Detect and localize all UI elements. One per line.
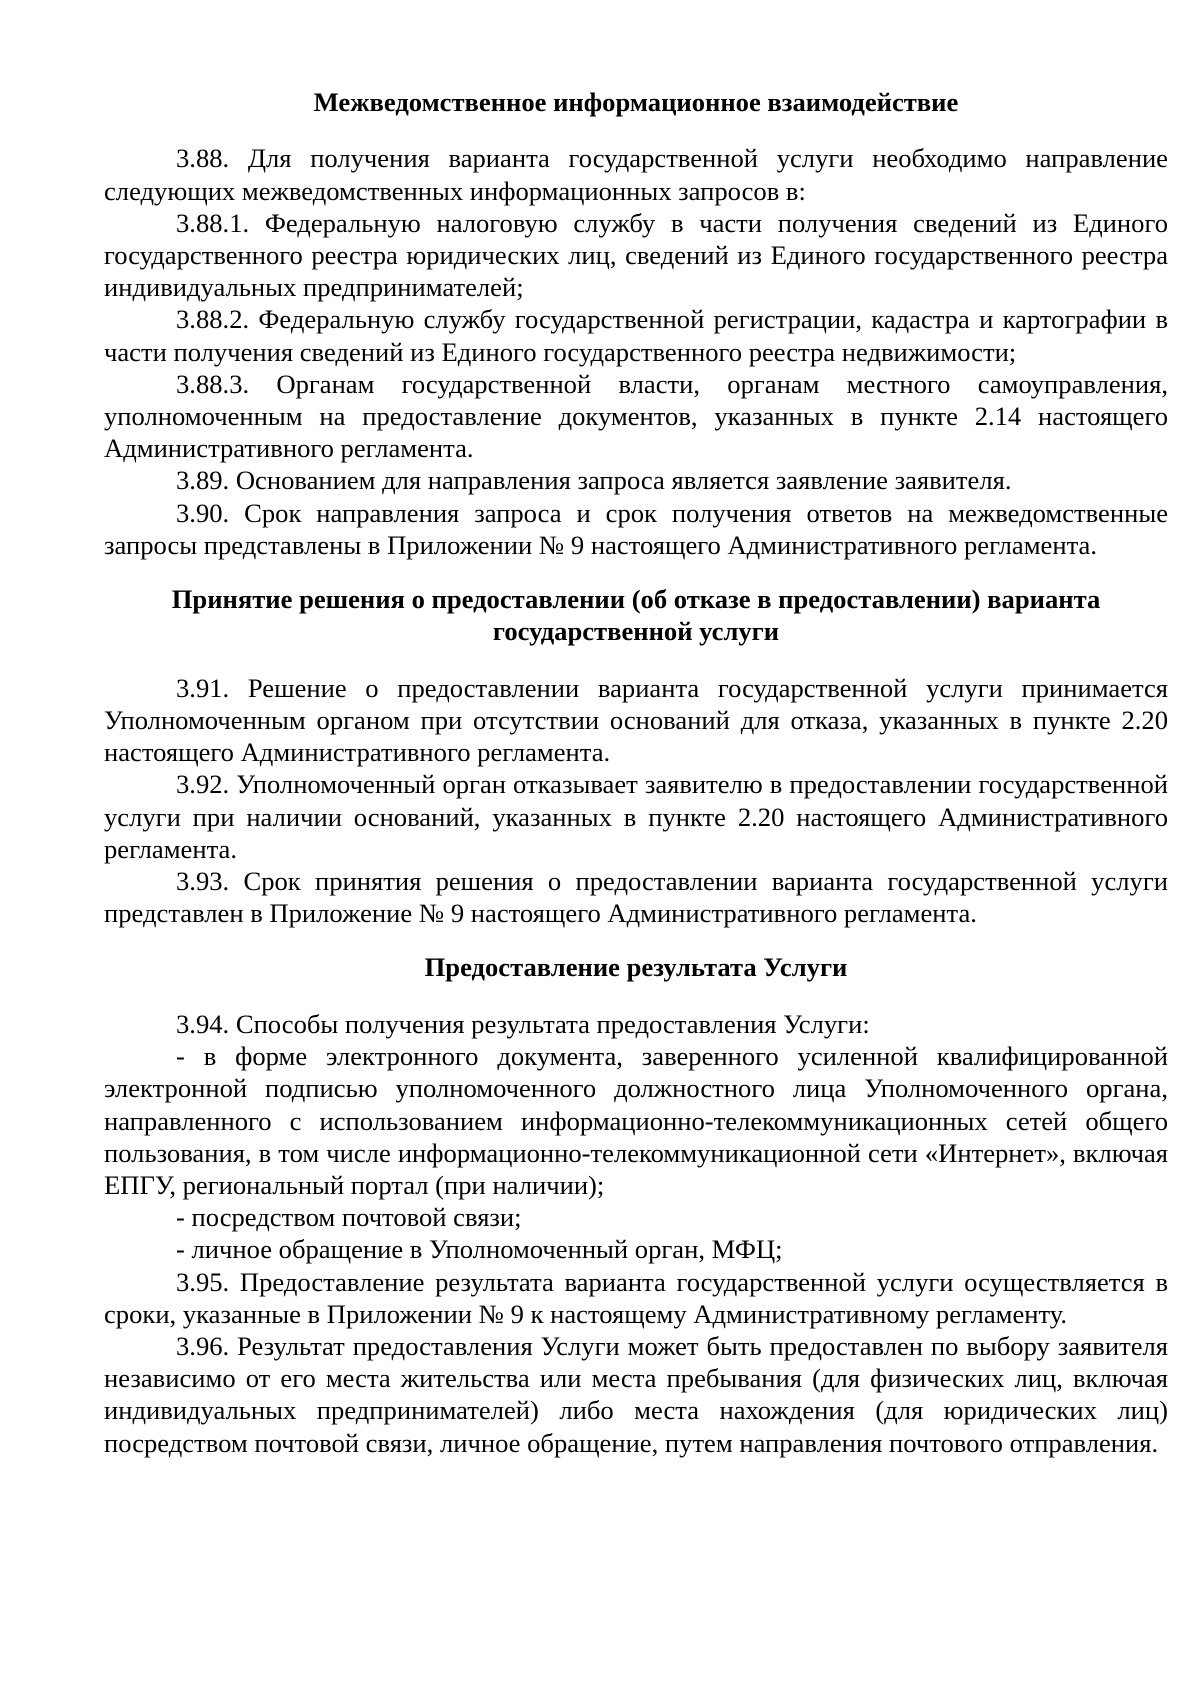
paragraph-3-89: 3.89. Основанием для направления запроса является заявление заявителя. [176,465,1012,496]
document-page [104,86,1168,1459]
paragraph-3-92: 3.92. Уполномоченный орган отказывает заявителю в предоставлении государственной услуги при наличии оснований, указанных в пункте 2.20 настоящего Административного регламента. [104,769,1168,864]
paragraph-3-94: 3.94. Способы получения результата предоставления Услуги: [176,1008,870,1039]
paragraph-3-90: 3.90. Срок направления запроса и срок получения ответов на межведомственные запросы представлены в Приложении № 9 настоящего Административного регламента. [104,497,1168,560]
paragraph-3-95: 3.95. Предоставление результата варианта государственной услуги осуществляется в сроки, указанные в Приложении № 9 к настоящему Административному регламенту. [104,1266,1168,1329]
list-item-electronic-document: - в форме электронного документа, заверенного усиленной квалифицированной электронной подписью уполномоченного должностного лица Уполномоченного органа, направленного с использованием информационно-телекоммуникационных сетей общего пользования, в том числе информационно-телекоммуникационной сети «Интернет», включая ЕПГУ, региональный портал (при наличии); [104,1041,1168,1200]
section-gap [104,929,1168,951]
section-heading: Предоставление результата Услуги [424,952,848,983]
list-item-postal: - посредством почтовой связи; [176,1202,522,1233]
paragraph-3-88-1: 3.88.1. Федеральную налоговую службу в части получения сведений из Единого государственного реестра юридических лиц, сведений из Единого государственного реестра индивидуальных предпринимателей; [104,207,1168,303]
paragraph-3-88-3: 3.88.3. Органам государственной власти, органам местного самоуправления, уполномоченным на предоставление документов, указанных в пункте 2.14 настоящего Административного регламента. [104,368,1168,464]
paragraph-3-93: 3.93. Срок принятия решения о предоставлении варианта государственной услуги представлен в Приложение № 9 настоящего Административного регламента. [104,866,1168,929]
section-heading: Принятие решения о предоставлении (об отказе в предоставлении) варианта государственной услуги [171,584,1101,647]
section-heading: Межведомственное информационное взаимодействие [313,87,959,117]
section-decision [104,583,1168,929]
paragraph-3-88-2: 3.88.2. Федеральную службу государственной регистрации, кадастра и картографии в части получения сведений из Единого государственного реестра недвижимости; [104,304,1168,367]
paragraph-3-88: 3.88. Для получения варианта государственной услуги необходимо направление следующих межведомственных информационных запросов в: [104,143,1168,206]
section-interagency-interaction [104,86,1168,561]
paragraph-3-96: 3.96. Результат предоставления Услуги может быть предоставлен по выбору заявителя независимо от его места жительства или места пребывания (для физических лиц, включая индивидуальных предпринимателей) либо места нахождения (для юридических лиц) посредством почтовой связи, личное обращение, путем направления почтового отправления. [104,1330,1168,1458]
list-item-personal-visit: - личное обращение в Уполномоченный орган, МФЦ; [176,1234,783,1265]
section-gap [104,561,1168,583]
paragraph-3-91: 3.91. Решение о предоставлении варианта государственной услуги принимается Уполномоченным органом при отсутствии оснований для отказа, указанных в пункте 2.20 настоящего Административного регламента. [104,672,1168,768]
section-result-delivery [104,951,1168,1458]
